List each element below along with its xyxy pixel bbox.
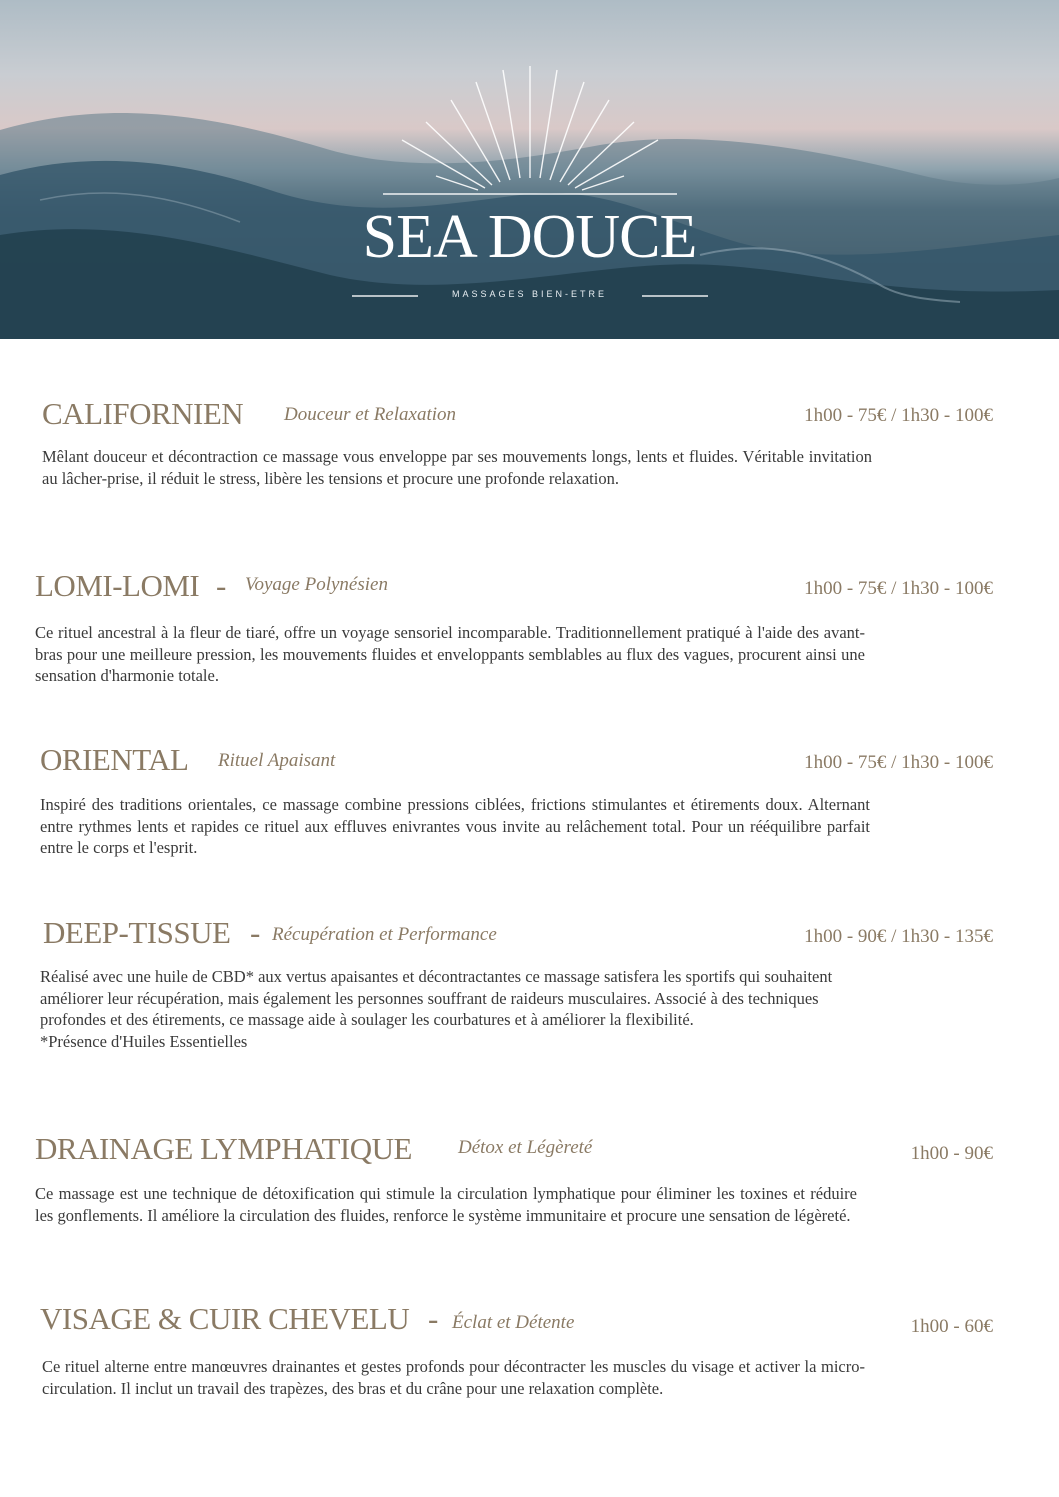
- massage-title: DEEP-TISSUE: [43, 915, 231, 950]
- massage-title: LOMI-LOMI: [35, 568, 200, 603]
- massage-title: CALIFORNIEN: [42, 396, 244, 431]
- massage-subtitle: Détox et Légèreté: [458, 1137, 593, 1158]
- massage-price: 1h00 - 75€ / 1h30 - 100€: [804, 405, 993, 426]
- massage-description: [40, 966, 840, 1052]
- massage-subtitle: Voyage Polynésien: [245, 574, 388, 595]
- massage-description: Mêlant douceur et décontraction ce massage vous enveloppe par ses mouvements longs, lents et fluides. Véritable invitation au lâcher-prise, il réduit le stress, libère les tensions et procure une profonde relaxation.: [42, 447, 872, 488]
- brand-tagline: MASSAGES BIEN-ETRE: [451, 289, 608, 299]
- massage-subtitle: Éclat et Détente: [452, 1312, 575, 1333]
- massage-description: Ce rituel alterne entre manœuvres drainantes et gestes profonds pour décontracter les muscles du visage et activer la micro-circulation. Il inclut un travail des trapèzes, des bras et du crâne pour une relaxation complète.: [42, 1357, 865, 1398]
- massage-title: DRAINAGE LYMPHATIQUE: [35, 1131, 412, 1166]
- brand-logo: [0, 0, 1059, 339]
- essential-oils-note: *Présence d'Huiles Essentielles: [40, 1031, 248, 1051]
- title-separator: -: [250, 915, 260, 950]
- massage-subtitle: Rituel Apaisant: [218, 750, 336, 771]
- massage-subtitle: Récupération et Performance: [272, 924, 497, 945]
- massage-title: VISAGE & CUIR CHEVELU: [40, 1301, 410, 1336]
- hero-banner: [0, 0, 1059, 339]
- massage-description: Ce rituel ancestral à la fleur de tiaré, offre un voyage sensoriel incomparable. Traditionnellement pratiqué à l'aide des avant-bras pour une meilleure pression, les mouvements fluides et enveloppants semblables au flux des vagues, procurent ainsi une sensation d'harmonie totale.: [35, 623, 865, 685]
- massage-price: 1h00 - 75€ / 1h30 - 100€: [804, 578, 993, 599]
- massage-price: 1h00 - 60€: [910, 1316, 993, 1337]
- title-separator: -: [216, 568, 226, 603]
- massage-description: Ce massage est une technique de détoxification qui stimule la circulation lymphatique pour éliminer les toxines et réduire les gonflements. Il améliore la circulation des fluides, renforce le système immunitaire et procure une sensation de légèreté.: [35, 1184, 857, 1225]
- massage-price: 1h00 - 90€: [910, 1143, 993, 1164]
- massage-price: 1h00 - 90€ / 1h30 - 135€: [804, 926, 993, 947]
- massage-description: Inspiré des traditions orientales, ce massage combine pressions ciblées, frictions stimulantes et étirements doux. Alternant entre rythmes lents et rapides ce rituel aux effluves enivrantes vous invite au relâchement total. Pour un rééquilibre parfait entre le corps et l'esprit.: [40, 795, 870, 857]
- massage-subtitle: Douceur et Relaxation: [284, 404, 457, 425]
- title-separator: -: [428, 1301, 438, 1336]
- description-text: Réalisé avec une huile de CBD* aux vertus apaisantes et décontractantes ce massage satisfera les sportifs qui souhaitent améliorer leur récupération, mais également les personnes souffrant de raideurs musculaires. Associé à des techniques profondes et des étirements, ce massage aide à soulager les courbatures et à améliorer la flexibilité.: [40, 967, 833, 1029]
- massage-price: 1h00 - 75€ / 1h30 - 100€: [804, 752, 993, 773]
- massage-title: ORIENTAL: [40, 742, 189, 777]
- brand-name: SEA DOUCE: [362, 203, 697, 271]
